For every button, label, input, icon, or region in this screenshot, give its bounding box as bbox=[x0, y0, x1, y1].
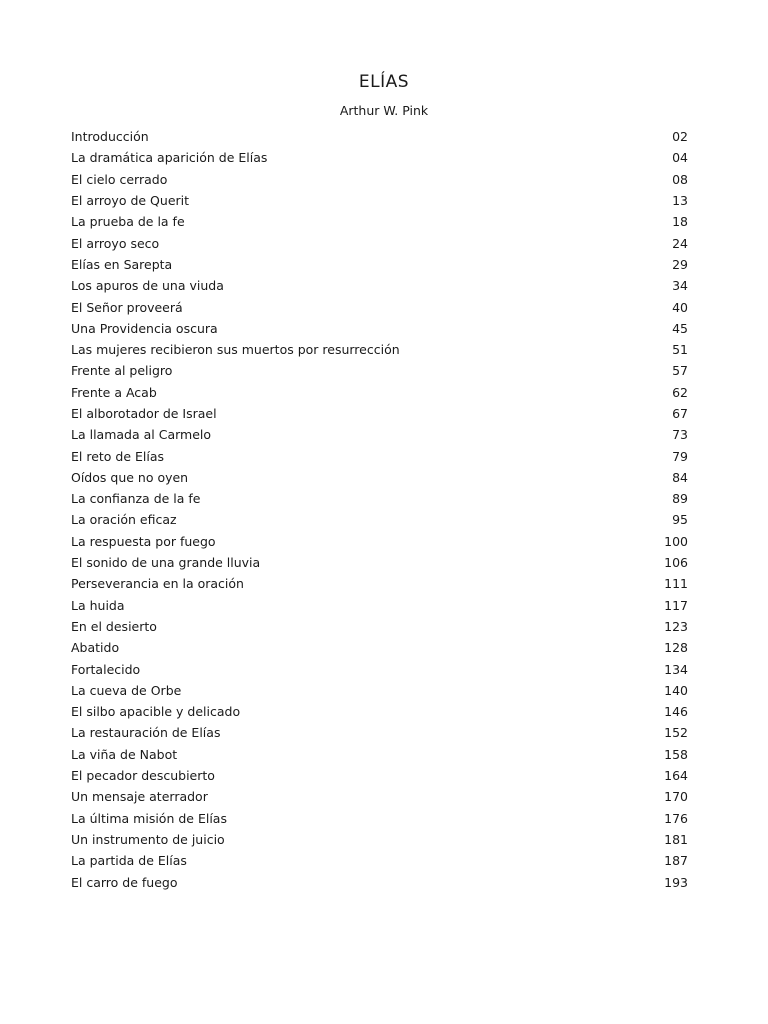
toc-entry bbox=[71, 595, 688, 616]
toc-entry-page: 04 bbox=[672, 150, 688, 166]
toc-entry bbox=[71, 424, 688, 445]
toc-entry-page: 128 bbox=[664, 640, 688, 656]
document-title: ELÍAS bbox=[358, 72, 410, 92]
toc-entry-page: 18 bbox=[672, 214, 688, 230]
toc-entry bbox=[71, 552, 688, 573]
toc-entry-page: 100 bbox=[664, 533, 688, 549]
toc-entry bbox=[71, 765, 688, 786]
toc-entry-title: El arroyo seco bbox=[71, 235, 160, 251]
toc-entry bbox=[71, 126, 688, 147]
toc-entry bbox=[71, 701, 688, 722]
toc-entry-page: 67 bbox=[672, 406, 688, 421]
toc-entry-page: 84 bbox=[672, 469, 688, 485]
toc-entry bbox=[71, 296, 688, 317]
toc-entry bbox=[71, 808, 688, 829]
toc-entry-page: 24 bbox=[672, 235, 688, 251]
toc-entry-page: 187 bbox=[664, 853, 688, 869]
toc-entry-page: 51 bbox=[672, 342, 688, 358]
toc-entry-title: La partida de Elías bbox=[71, 853, 187, 869]
toc-entry-page: 89 bbox=[672, 491, 688, 507]
document-author: Arthur W. Pink bbox=[339, 103, 429, 118]
toc-entry-title: Abatido bbox=[71, 640, 120, 656]
toc-entry bbox=[71, 275, 688, 296]
toc-entry bbox=[71, 211, 688, 232]
toc-entry bbox=[71, 318, 688, 339]
toc-entry-title: El arroyo de Querit bbox=[71, 193, 190, 209]
toc-entry-title: Una Providencia oscura bbox=[71, 320, 218, 336]
toc-entry-title: El carro de fuego bbox=[71, 874, 178, 890]
toc-entry-page: 62 bbox=[672, 384, 688, 400]
toc-entry-page: 176 bbox=[664, 810, 688, 826]
toc-entry-title: Frente al peligro bbox=[71, 363, 173, 379]
toc-entry bbox=[71, 169, 688, 190]
toc-entry-title: Introducción bbox=[71, 129, 149, 145]
toc-entry-page: 158 bbox=[664, 746, 688, 762]
toc-entry bbox=[71, 339, 688, 360]
toc-entry-page: 79 bbox=[672, 448, 688, 464]
toc-entry-title: Un instrumento de juicio bbox=[71, 831, 225, 847]
toc-entry bbox=[71, 232, 688, 253]
toc-entry-title: Frente a Acab bbox=[71, 384, 157, 400]
toc-entry-page: 29 bbox=[672, 256, 688, 272]
toc-entry-title: Un mensaje aterrador bbox=[71, 789, 208, 805]
toc-entry bbox=[71, 147, 688, 168]
toc-entry-title: La viña de Nabot bbox=[71, 746, 178, 762]
toc-entry-title: La dramática aparición de Elías bbox=[71, 150, 268, 166]
toc-entry-title: El cielo cerrado bbox=[71, 171, 168, 187]
toc-entry-page: 146 bbox=[664, 704, 688, 720]
toc-entry-page: 164 bbox=[664, 768, 688, 784]
toc-entry bbox=[71, 509, 688, 530]
toc-entry-title: La prueba de la fe bbox=[71, 214, 185, 230]
toc-entry-title: El sonido de una grande lluvia bbox=[71, 555, 261, 571]
toc-entry bbox=[71, 786, 688, 807]
toc-entry-title: En el desierto bbox=[71, 618, 157, 634]
toc-entry-title: El pecador descubierto bbox=[71, 768, 215, 784]
toc-entry-page: 193 bbox=[664, 874, 688, 890]
toc-entry bbox=[71, 254, 688, 275]
toc-entry-page: 123 bbox=[664, 618, 688, 634]
toc-entry bbox=[71, 850, 688, 871]
toc-entry-title: La cueva de Orbe bbox=[71, 682, 182, 698]
toc-entry bbox=[71, 658, 688, 679]
toc-entry-title: La respuesta por fuego bbox=[71, 533, 216, 549]
toc-entry-page: 95 bbox=[672, 512, 688, 528]
toc-entry-title: La restauración de Elías bbox=[71, 725, 221, 741]
toc-entry bbox=[71, 445, 688, 466]
toc-entry bbox=[71, 360, 688, 381]
toc-entry-title: Elías en Sarepta bbox=[71, 256, 173, 272]
toc-entry-title: La confianza de la fe bbox=[71, 491, 201, 507]
toc-entry bbox=[71, 190, 688, 211]
toc-entry-page: 02 bbox=[672, 129, 688, 145]
toc-entry-page: 134 bbox=[664, 661, 688, 677]
toc-entry-page: 73 bbox=[672, 427, 688, 443]
toc-entry bbox=[71, 637, 688, 658]
toc-entry-title: La llamada al Carmelo bbox=[71, 427, 212, 443]
toc-entry bbox=[71, 573, 688, 594]
toc-entry-title: El alborotador de Israel bbox=[71, 406, 217, 421]
toc-entry-page: 140 bbox=[664, 682, 688, 698]
toc-entry bbox=[71, 531, 688, 552]
toc-entry-page: 152 bbox=[664, 725, 688, 741]
toc-entry-page: 106 bbox=[664, 555, 688, 571]
toc-entry-title: La última misión de Elías bbox=[71, 810, 227, 826]
toc-entry bbox=[71, 616, 688, 637]
toc-entry-title: La oración eficaz bbox=[71, 512, 177, 528]
toc-entry-title: Los apuros de una viuda bbox=[71, 278, 224, 294]
toc-entry-title: Perseverancia en la oración bbox=[71, 576, 244, 592]
toc-entry-page: 13 bbox=[672, 193, 688, 209]
toc-entry-page: 111 bbox=[664, 576, 688, 592]
toc-entry bbox=[71, 744, 688, 765]
toc-entry-page: 34 bbox=[672, 278, 688, 294]
toc-entry-title: El silbo apacible y delicado bbox=[71, 704, 241, 720]
toc-entry bbox=[71, 488, 688, 509]
toc-entry-title: Las mujeres recibieron sus muertos por resurrección bbox=[71, 342, 400, 358]
toc-entry-page: 45 bbox=[672, 320, 688, 336]
toc-entry-title: El reto de Elías bbox=[71, 448, 165, 464]
table-of-contents bbox=[71, 126, 688, 893]
toc-entry-page: 117 bbox=[664, 597, 688, 613]
toc-entry-title: Fortalecido bbox=[71, 661, 141, 677]
toc-entry bbox=[71, 382, 688, 403]
toc-entry bbox=[71, 403, 688, 424]
toc-entry-title: El Señor proveerá bbox=[71, 299, 183, 315]
toc-entry-title: La huida bbox=[71, 597, 125, 613]
toc-entry-page: 170 bbox=[664, 789, 688, 805]
toc-entry-title: Oídos que no oyen bbox=[71, 469, 189, 485]
toc-entry-page: 08 bbox=[672, 171, 688, 187]
toc-entry-page: 181 bbox=[664, 831, 688, 847]
toc-entry bbox=[71, 467, 688, 488]
toc-entry bbox=[71, 871, 688, 892]
toc-entry bbox=[71, 829, 688, 850]
toc-entry-page: 57 bbox=[672, 363, 688, 379]
toc-entry-page: 40 bbox=[672, 299, 688, 315]
toc-entry bbox=[71, 680, 688, 701]
toc-entry bbox=[71, 722, 688, 743]
